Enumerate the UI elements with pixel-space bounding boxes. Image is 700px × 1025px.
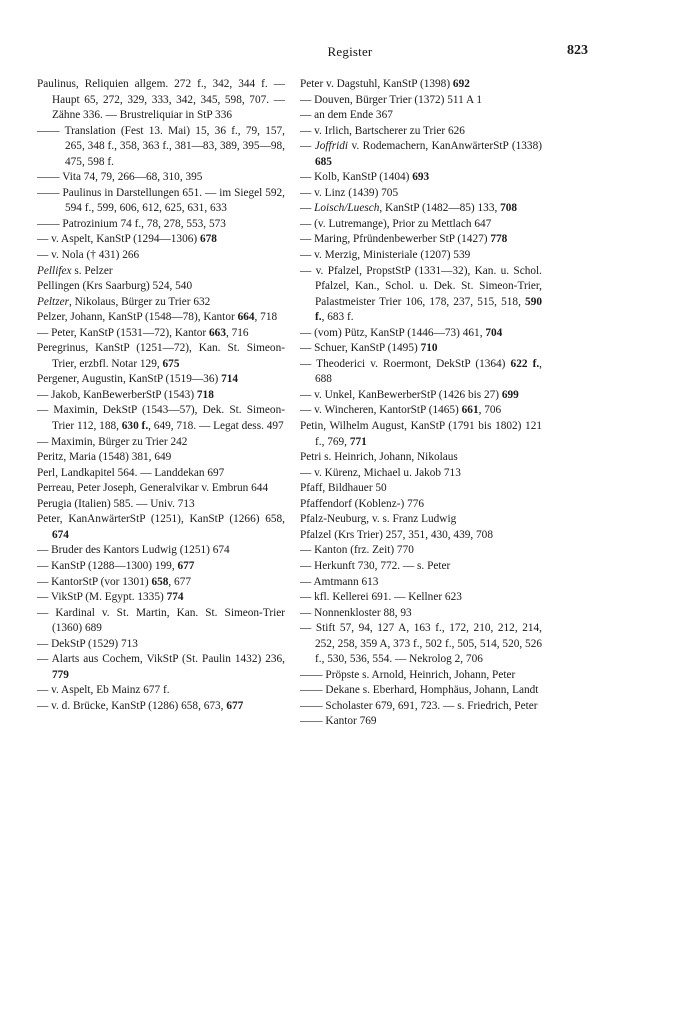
index-entry: — Nonnenkloster 88, 93	[300, 606, 412, 619]
index-entry: —— Vita 74, 79, 266—68, 310, 395	[37, 171, 203, 184]
index-entry: — Amtmann 613	[300, 575, 379, 588]
index-entry: —— Kantor 769	[300, 715, 377, 728]
index-entry: — an dem Ende 367	[300, 109, 393, 122]
index-entry: — Jakob, KanBewerberStP (1543) 718	[37, 388, 214, 401]
index-entry: — Alarts aus Cochem, VikStP (St. Paulin 1432) 236, 779	[37, 653, 285, 681]
index-entry: — Herkunft 730, 772. — s. Peter	[300, 559, 451, 572]
index-entry: — (v. Lutremange), Prior zu Mettlach 647	[300, 217, 492, 230]
index-entry: Pellingen (Krs Saarburg) 524, 540	[37, 280, 193, 293]
page-header	[0, 44, 700, 64]
index-entry: — Joffridi v. Rodemachern, KanAnwärterStP (1338) 685	[300, 140, 542, 168]
index-entry: — v. d. Brücke, KanStP (1286) 658, 673, 677	[37, 699, 244, 712]
index-entry: —— Scholaster 679, 691, 723. — s. Friedrich, Peter	[300, 699, 538, 712]
index-entry: Pfalz-Neuburg, v. s. Franz Ludwig	[300, 513, 457, 526]
index-entry: — v. Unkel, KanBewerberStP (1426 bis 27) 699	[300, 388, 519, 401]
index-entry: —— Pröpste s. Arnold, Heinrich, Johann, Peter	[300, 668, 516, 681]
index-entry: Pellifex s. Pelzer	[37, 264, 113, 277]
index-entry: — DekStP (1529) 713	[37, 637, 138, 650]
index-entry: — v. Wincheren, KantorStP (1465) 661, 706	[300, 404, 502, 417]
index-entry: Paulinus, Reliquien allgem. 272 f., 342, 344 f. — Haupt 65, 272, 329, 333, 342, 345, 598, 707. — Zähne 336. — Brustreliquiar in StP 336	[37, 78, 285, 122]
index-entry: Perugia (Italien) 585. — Univ. 713	[37, 497, 195, 510]
index-entry: Pfaffendorf (Koblenz-) 776	[300, 497, 425, 510]
index-entry: — v. Kürenz, Michael u. Jakob 713	[300, 466, 461, 479]
index-entry: Peregrinus, KanStP (1251—72), Kan. St. Simeon-Trier, erzbfl. Notar 129, 675	[37, 342, 285, 370]
index-entry: — VikStP (M. Egypt. 1335) 774	[37, 591, 184, 604]
index-entry: — Kanton (frz. Zeit) 770	[300, 544, 414, 557]
index-entry: — Stift 57, 94, 127 A, 163 f., 172, 210, 212, 214, 252, 258, 359 A, 373 f., 502 f., 505, 514, 520, 526 f., 530, 536, 554. — Nekrolog 2, 706	[300, 622, 542, 666]
index-entry: — KantorStP (vor 1301) 658, 677	[37, 575, 191, 588]
index-entry: —— Translation (Fest 13. Mai) 15, 36 f., 79, 157, 265, 348 f., 358, 363 f., 381—83, 389, 395—98, 475, 598 f.	[37, 124, 285, 168]
index-entry: — Bruder des Kantors Ludwig (1251) 674	[37, 544, 230, 557]
index-column-right	[300, 77, 542, 730]
index-entry: — Theoderici v. Roermont, DekStP (1364) 622 f., 688	[300, 357, 542, 386]
index-entry: —— Paulinus in Darstellungen 651. — im Siegel 592, 594 f., 599, 606, 612, 625, 631, 633	[37, 186, 285, 215]
index-entry: — v. Nola († 431) 266	[37, 249, 140, 262]
index-entry: — kfl. Kellerei 691. — Kellner 623	[300, 591, 462, 604]
index-entry: Pergener, Augustin, KanStP (1519—36) 714	[37, 373, 239, 386]
index-entry: Perreau, Peter Joseph, Generalvikar v. Embrun 644	[37, 482, 269, 495]
index-entry: Petin, Wilhelm August, KanStP (1791 bis 1802) 121 f., 769, 771	[300, 420, 542, 448]
index-entry: Peltzer, Nikolaus, Bürger zu Trier 632	[37, 295, 211, 308]
index-entry: — v. Linz (1439) 705	[300, 186, 399, 199]
index-entry: Pelzer, Johann, KanStP (1548—78), Kantor 664, 718	[37, 311, 278, 324]
index-entry: — Douven, Bürger Trier (1372) 511 A 1	[300, 93, 483, 106]
index-entry: — Loisch/Luesch, KanStP (1482—85) 133, 708	[300, 202, 518, 215]
index-entry: Peter v. Dagstuhl, KanStP (1398) 692	[300, 78, 470, 90]
index-entry: — Kolb, KanStP (1404) 693	[300, 171, 430, 184]
index-entry: — KanStP (1288—1300) 199, 677	[37, 559, 195, 572]
index-entry: — Maximin, DekStP (1543—57), Dek. St. Simeon-Trier 112, 188, 630 f., 649, 718. — Legat dess. 497	[37, 404, 285, 433]
index-entry: Petri s. Heinrich, Johann, Nikolaus	[300, 451, 458, 464]
index-entry: Perl, Landkapitel 564. — Landdekan 697	[37, 466, 225, 479]
index-entry: Peter, KanAnwärterStP (1251), KanStP (1266) 658, 674	[37, 513, 285, 541]
index-entry: — v. Pfalzel, PropstStP (1331—32), Kan. u. Schol. Pfalzel, Kan., Schol. u. Dek. St. Simeon-Trier, Palastmeister Trier 106, 178, 237, 515, 518, 590 f., 683 f.	[300, 264, 542, 324]
index-entry: —— Patrozinium 74 f., 78, 278, 553, 573	[37, 217, 226, 230]
index-entry: Pfaff, Bildhauer 50	[300, 482, 387, 495]
index-entry: — Maring, Pfründenbewerber StP (1427) 778	[300, 233, 508, 246]
index-entry: — Peter, KanStP (1531—72), Kantor 663, 716	[37, 326, 249, 339]
index-entry: Peritz, Maria (1548) 381, 649	[37, 451, 172, 464]
index-entry: —— Dekane s. Eberhard, Homphäus, Johann, Landt	[300, 684, 539, 697]
index-entry: — Maximin, Bürger zu Trier 242	[37, 435, 188, 448]
page-number: 823	[567, 43, 588, 58]
index-column-left	[37, 77, 285, 714]
index-entry: Pfalzel (Krs Trier) 257, 351, 430, 439, 708	[300, 528, 493, 541]
running-title: Register	[327, 44, 373, 59]
index-entry: — v. Irlich, Bartscherer zu Trier 626	[300, 124, 465, 137]
index-entry: — v. Aspelt, Eb Mainz 677 f.	[37, 684, 170, 697]
index-entry: — v. Merzig, Ministeriale (1207) 539	[300, 249, 471, 262]
index-entry: — v. Aspelt, KanStP (1294—1306) 678	[37, 233, 217, 246]
index-entry: — Schuer, KanStP (1495) 710	[300, 342, 438, 355]
index-entry: — (vom) Pütz, KanStP (1446—73) 461, 704	[300, 326, 503, 339]
index-entry: — Kardinal v. St. Martin, Kan. St. Simeon-Trier (1360) 689	[37, 606, 285, 635]
